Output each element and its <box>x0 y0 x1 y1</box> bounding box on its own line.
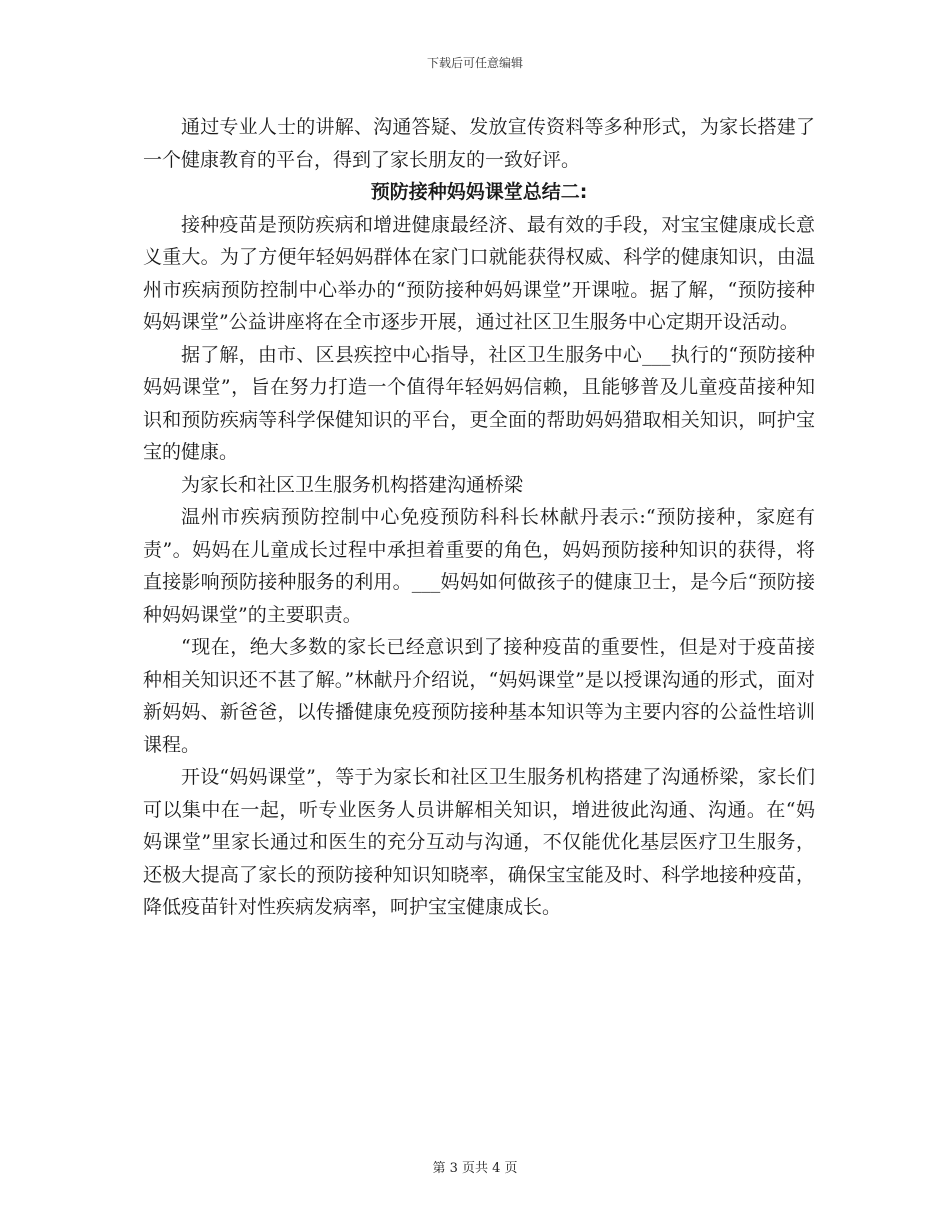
paragraph-1: 通过专业人士的讲解、沟通答疑、发放宣传资料等多种形式，为家长搭建了一个健康教育的平台，得到了家长朋友的一致好评。 <box>143 116 815 171</box>
paragraph-3: 据了解，由市、区县疾控中心指导，社区卫生服务中心___执行的“预防接种妈妈课堂”，旨在努力打造一个值得年轻妈妈信赖，且能够普及儿童疫苗接种知识和预防疾病等科学保健知识的平台，更全面的帮助妈妈猎取相关知识，呵护宝宝的健康。 <box>143 343 815 463</box>
page-header: 下载后可任意编辑 <box>426 56 523 70</box>
paragraph-5: 温州市疾病预防控制中心免疫预防科科长林献丹表示:“预防接种，家庭有责”。妈妈在儿童成长过程中承担着重要的角色，妈妈预防接种知识的获得，将直接影响预防接种服务的利用。___妈妈如何做孩子的健康卫士，是今后“预防接种妈妈课堂”的主要职责。 <box>143 506 815 626</box>
section-heading: 预防接种妈妈课堂总结二: <box>370 181 588 203</box>
page-footer: 第 3 页共 4 页 <box>432 1161 518 1176</box>
paragraph-4-subheading: 为家长和社区卫生服务机构搭建沟通桥梁 <box>181 473 524 496</box>
paragraph-2: 接种疫苗是预防疾病和增进健康最经济、最有效的手段，对宝宝健康成长意义重大。为了方便年轻妈妈群体在家门口就能获得权威、科学的健康知识，由温州市疾病预防控制中心举办的“预防接种妈妈课堂”开课啦。据了解，“预防接种妈妈课堂”公益讲座将在全市逐步开展，通过社区卫生服务中心定期开设活动。 <box>143 213 815 333</box>
paragraph-6: “现在，绝大多数的家长已经意识到了接种疫苗的重要性，但是对于疫苗接种相关知识还不甚了解。”林献丹介绍说，“妈妈课堂”是以授课沟通的形式，面对新妈妈、新爸爸，以传播健康免疫预防接种基本知识等为主要内容的公益性培训课程。 <box>143 636 815 756</box>
paragraph-7: 开设“妈妈课堂”，等于为家长和社区卫生服务机构搭建了沟通桥梁，家长们可以集中在一起，听专业医务人员讲解相关知识，增进彼此沟通、沟通。在“妈妈课堂”里家长通过和医生的充分互动与沟通，不仅能优化基层医疗卫生服务，还极大提高了家长的预防接种知识知晓率，确保宝宝能及时、科学地接种疫苗，降低疫苗针对性疾病发病率，呵护宝宝健康成长。 <box>143 766 815 918</box>
document-body <box>143 111 815 924</box>
